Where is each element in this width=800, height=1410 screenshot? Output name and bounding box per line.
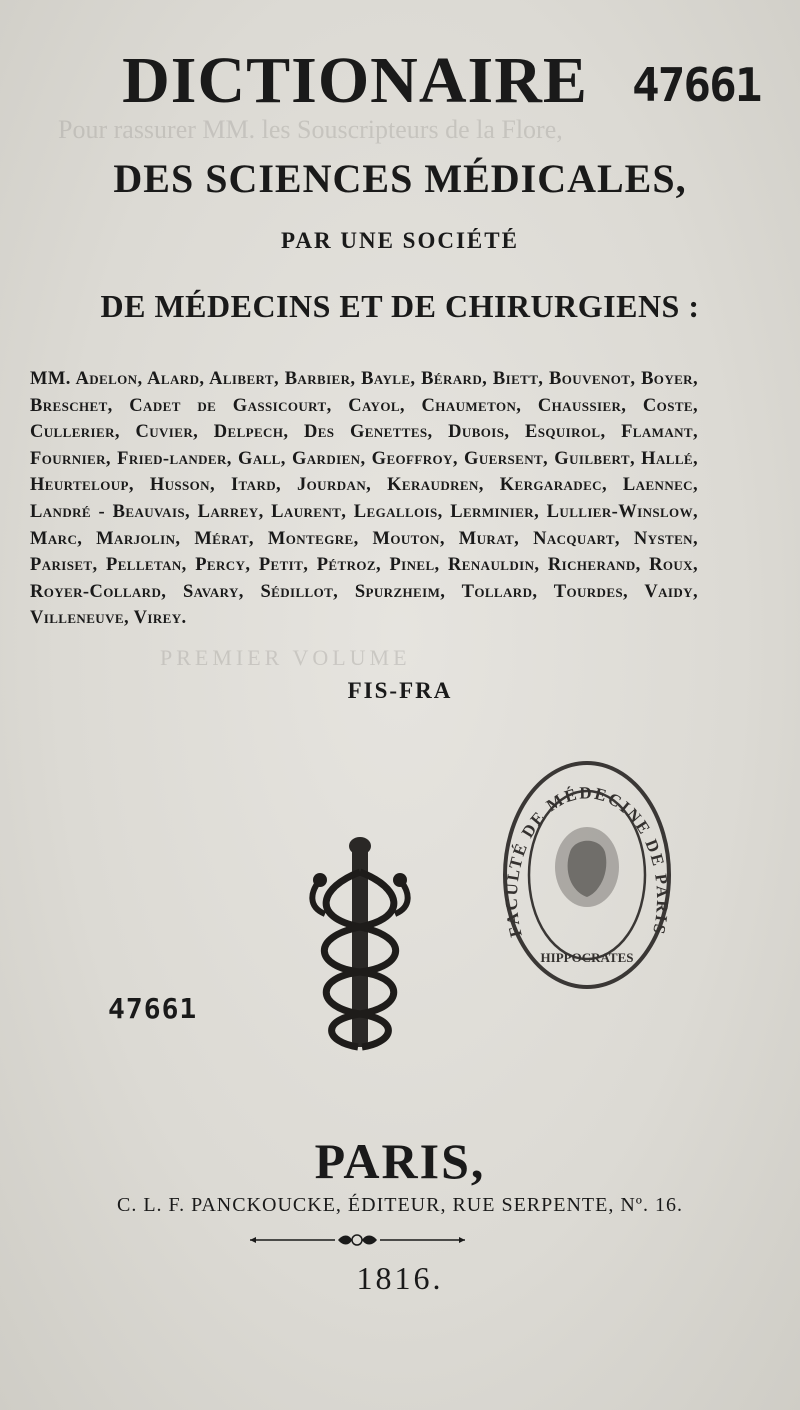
society-line: DE MÉDECINS ET DE CHIRURGIENS : (100, 288, 700, 324)
imprint-publisher: C. L. F. PANCKOUCKE, ÉDITEUR, RUE SERPENTE, Nº. 16. (117, 1194, 683, 1216)
by-line: PAR UNE SOCIÉTÉ (281, 228, 519, 253)
stamp-motto: HIPPOCRATES (540, 950, 634, 965)
author-list: MM. Adelon, Alard, Alibert, Barbier, Bayle, Bérard, Biett, Bouvenot, Boyer, Breschet, Cadet de Gassicourt, Cayol, Chaumeton, Chaussier, Coste, Cullerier, Cuvier, Delpech, Des Genettes, Dubois, Esquirol, Flamant, Fournier, Fried-lander, Gall, Gardien, Geoffroy, Guersent, Guilbert, Hallé, Heurteloup, Husson, Itard, Jourdan, Keraudren, Kergaradec, Laennec, Landré - Beauvais, Larrey, Laurent, Legallois, Lerminier, Lullier-Winslow, Marc, Marjolin, Mérat, Montegre, Mouton, Murat, Nacquart, Nysten, Pariset, Pelletan, Percy, Petit, Pétroz, Pinel, Renauldin, Richerand, Roux, Royer-Collard, Savary, Sédillot, Spurzheim, Tollard, Tourdes, Vaidy, Villeneuve, Virey. (30, 369, 698, 629)
imprint-city: PARIS, (314, 1133, 486, 1189)
book-title: DICTIONAIRE (122, 44, 588, 117)
inventory-number-top: 47661 (632, 58, 761, 112)
imprint-year: 1816. (356, 1260, 444, 1296)
bleed-through-text: Pour rassurer MM. les Souscripteurs de la Flore, (58, 115, 563, 144)
book-subtitle: DES SCIENCES MÉDICALES, (113, 156, 687, 201)
caduceus-emblem (300, 832, 420, 1062)
volume-range: FIS-FRA (347, 678, 453, 703)
ornament-divider (250, 1232, 465, 1248)
inventory-number-middle: 47661 (108, 992, 198, 1025)
stamp-inscription: FACULTÉ DE MÉDECINE DE PARIS (501, 783, 673, 939)
bleed-through-heading: PREMIER VOLUME (160, 645, 411, 670)
library-stamp (500, 757, 675, 997)
